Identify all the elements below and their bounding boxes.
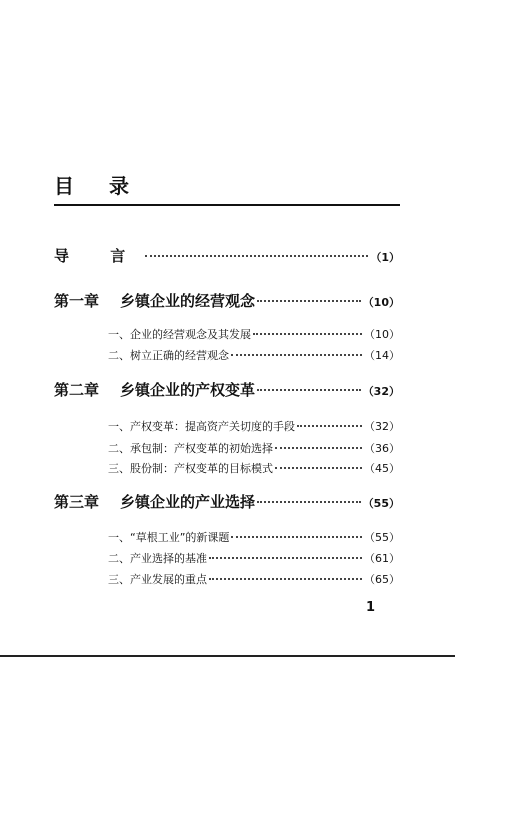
toc-page-number: （61）: [364, 552, 400, 565]
toc-page-number: （10）: [364, 328, 400, 341]
dot-leader: [209, 578, 362, 580]
section-title: 一、“草根工业”的新课题: [108, 531, 230, 544]
toc-section-2-3[interactable]: [108, 460, 400, 476]
chapter-title: 乡镇企业的产业选择: [120, 493, 256, 511]
toc-page-number: （55）: [364, 531, 400, 544]
toc-intro-row[interactable]: [54, 245, 400, 266]
toc-section-3-1[interactable]: [108, 529, 400, 545]
dot-leader: [209, 557, 362, 559]
section-title: 一、企业的经营观念及其发展: [108, 328, 251, 341]
dot-leader: [145, 255, 368, 257]
section-title: 二、产业选择的基准: [108, 552, 207, 565]
chapter-heading: [54, 290, 255, 311]
toc-page-number: （1）: [370, 251, 400, 264]
toc-section-3-2[interactable]: [108, 550, 400, 566]
chapter-number: 第三章: [54, 493, 100, 511]
bottom-rule: [0, 655, 455, 657]
toc-chapter-2[interactable]: [54, 379, 400, 400]
toc-page-number: （32）: [364, 420, 400, 433]
dot-leader: [275, 447, 362, 449]
toc-section-2-2[interactable]: [108, 440, 400, 456]
section-title: 一、产权变革：提高资产关切度的手段: [108, 420, 295, 433]
toc-page-number: （32）: [362, 385, 400, 398]
chapter-number: 第二章: [54, 381, 100, 399]
dot-leader: [231, 354, 362, 356]
page-number: 1: [366, 600, 376, 615]
toc-section-1-1[interactable]: [108, 326, 400, 342]
toc-section-3-3[interactable]: [108, 571, 400, 587]
chapter-title: 乡镇企业的经营观念: [120, 292, 256, 310]
toc-page-number: （10）: [362, 296, 400, 309]
chapter-heading: [54, 379, 255, 400]
dot-leader: [275, 467, 362, 469]
toc-page-number: （14）: [364, 349, 400, 362]
dot-leader: [257, 300, 361, 302]
chapter-number: 第一章: [54, 292, 100, 310]
dot-leader: [257, 501, 361, 503]
top-rule: [54, 204, 400, 206]
toc-page-number: （55）: [362, 497, 400, 510]
section-title: 三、股份制：产权变革的目标模式: [108, 462, 273, 475]
toc-chapter-1[interactable]: [54, 290, 400, 311]
dot-leader: [257, 389, 361, 391]
toc-page-number: （45）: [364, 462, 400, 475]
section-title: 二、承包制：产权变革的初始选择: [108, 442, 273, 455]
toc-intro-label: 导 言: [54, 247, 144, 265]
toc-page-number: （65）: [364, 573, 400, 586]
chapter-title: 乡镇企业的产权变革: [120, 381, 256, 399]
toc-chapter-3[interactable]: [54, 491, 400, 512]
toc-section-1-2[interactable]: [108, 347, 400, 363]
toc-section-2-1[interactable]: [108, 418, 400, 434]
dot-leader: [231, 536, 362, 538]
chapter-heading: [54, 491, 255, 512]
section-title: 二、树立正确的经营观念: [108, 349, 229, 362]
toc-page-number: （36）: [364, 442, 400, 455]
page-title: 目 录: [54, 174, 143, 198]
section-title: 三、产业发展的重点: [108, 573, 207, 586]
dot-leader: [253, 333, 362, 335]
dot-leader: [297, 425, 362, 427]
